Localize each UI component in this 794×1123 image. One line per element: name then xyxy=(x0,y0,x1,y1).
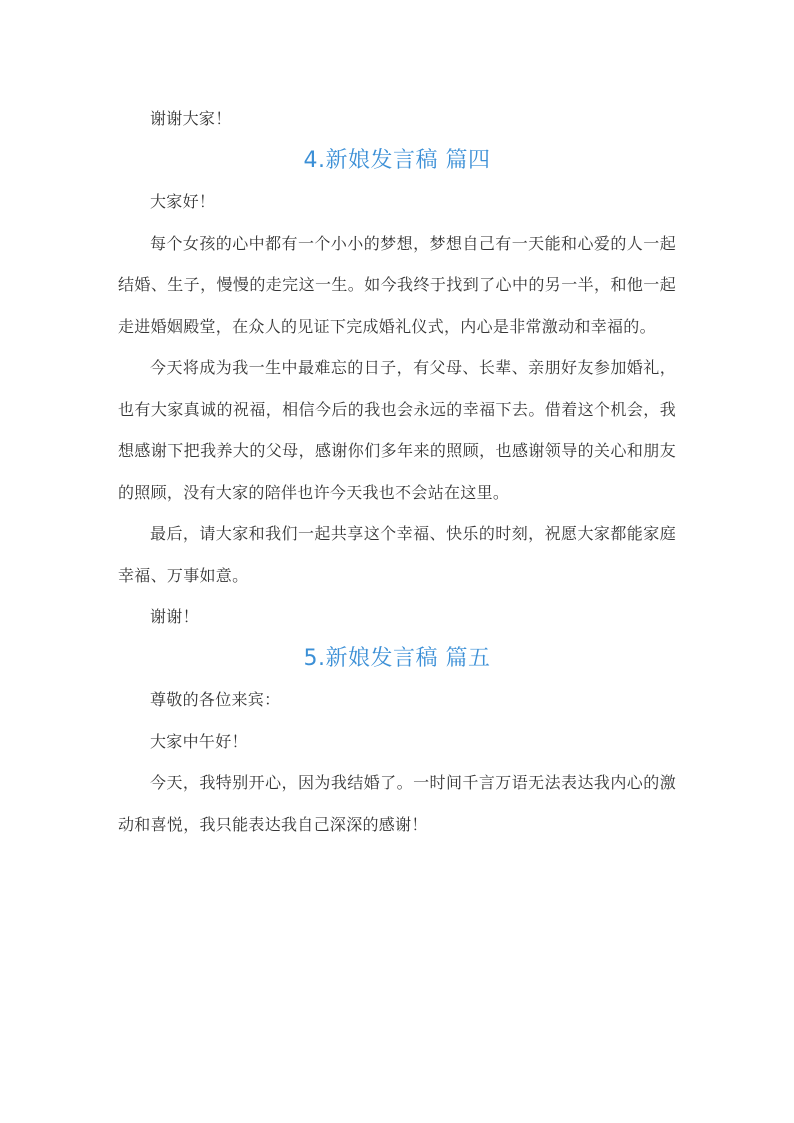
paragraph-good-afternoon: 大家中午好！ xyxy=(150,731,248,751)
paragraph-greeting: 大家好！ xyxy=(150,192,216,211)
paragraph-memorable-day: 今天将成为我一生中最难忘的日子，有父母、长辈、亲朋好友参加婚礼，也有大家真诚的祝福，相信今后的我也会永远的幸福下去。借着这个机会，我想感谢下把我养大的父母，感谢你们多年来的照顾，也感谢领导的关心和朋友的照顾，没有大家的陪伴也许今天我也不会站在这里。 xyxy=(118,358,676,502)
paragraph-thanks: 谢谢！ xyxy=(150,607,199,626)
paragraph-thanks-all: 谢谢大家！ xyxy=(150,109,232,128)
paragraph-finally: 最后，请大家和我们一起共享这个幸福、快乐的时刻，祝愿大家都能家庭幸福、万事如意。 xyxy=(118,524,676,585)
section-heading-4: 4.新娘发言稿 篇四 xyxy=(303,147,491,173)
section-heading-5: 5.新娘发言稿 篇五 xyxy=(303,645,491,671)
document-body xyxy=(118,98,676,845)
paragraph-married-today: 今天，我特别开心，因为我结婚了。一时间千言万语无法表达我内心的激动和喜悦，我只能表达我自己深深的感谢！ xyxy=(118,773,676,834)
paragraph-dream: 每个女孩的心中都有一个小小的梦想，梦想自己有一天能和心爱的人一起结婚、生子，慢慢的走完这一生。如今我终于找到了心中的另一半，和他一起走进婚姻殿堂，在众人的见证下完成婚礼仪式，内心是非常激动和幸福的。 xyxy=(118,233,676,336)
paragraph-honored-guests: 尊敬的各位来宾： xyxy=(150,690,281,709)
